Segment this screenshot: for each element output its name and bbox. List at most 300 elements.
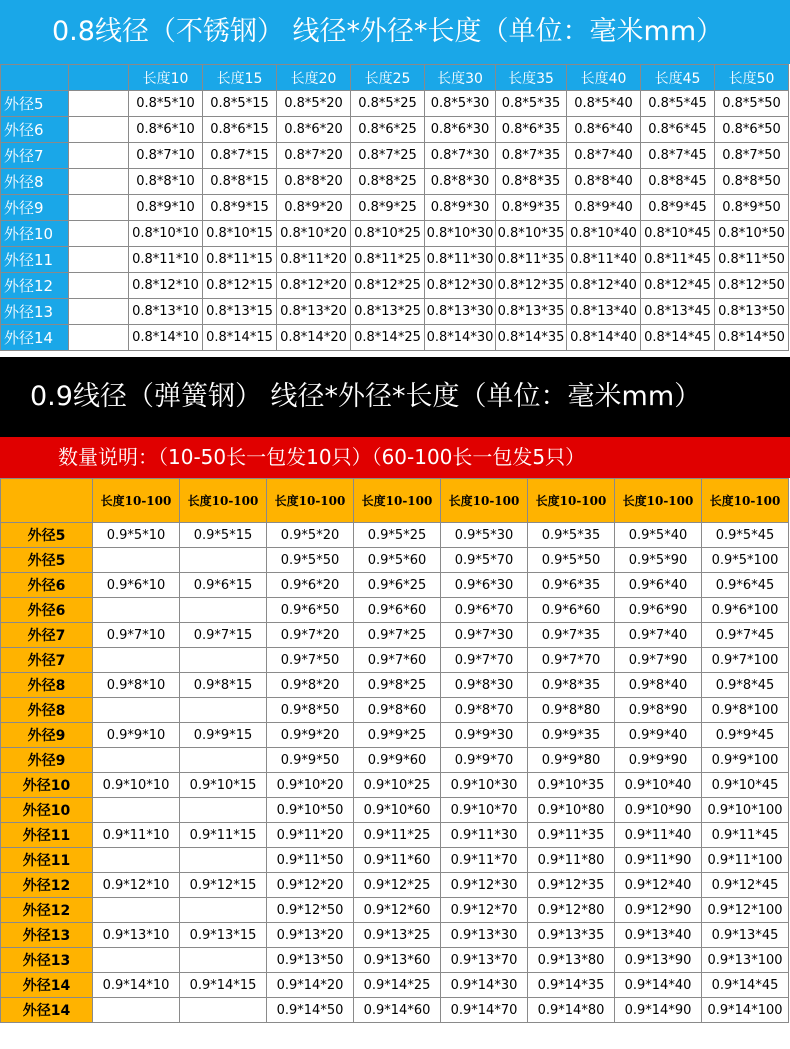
- size-cell: 0.8*12*40: [567, 273, 641, 299]
- size-cell: 0.8*7*40: [567, 143, 641, 169]
- size-cell: 0.9*7*50: [267, 648, 354, 673]
- size-cell: 0.9*14*45: [702, 973, 789, 998]
- size-cell: 0.8*12*25: [351, 273, 425, 299]
- size-cell: 0.8*6*10: [129, 117, 203, 143]
- size-cell: 0.8*14*20: [277, 325, 351, 351]
- table-row: [1, 117, 789, 143]
- size-cell: 0.9*8*15: [180, 673, 267, 698]
- size-cell: 0.8*7*15: [203, 143, 277, 169]
- size-cell: 0.9*9*40: [615, 723, 702, 748]
- size-cell: 0.9*14*10: [93, 973, 180, 998]
- size-cell: 0.8*12*10: [129, 273, 203, 299]
- size-cell: 0.9*14*60: [354, 998, 441, 1023]
- size-cell: 0.9*9*15: [180, 723, 267, 748]
- table-row: [1, 773, 789, 798]
- size-cell: 0.8*7*25: [351, 143, 425, 169]
- size-cell: 0.9*11*10: [93, 823, 180, 848]
- size-cell: 0.9*11*45: [702, 823, 789, 848]
- column-header: 长度10-100: [180, 479, 267, 523]
- column-header: 长度10-100: [441, 479, 528, 523]
- size-cell: 0.9*8*90: [615, 698, 702, 723]
- size-cell: 0.9*7*60: [354, 648, 441, 673]
- size-cell: 0.9*5*100: [702, 548, 789, 573]
- empty-cell: [69, 221, 129, 247]
- size-cell: 0.9*10*15: [180, 773, 267, 798]
- size-cell: 0.9*10*50: [267, 798, 354, 823]
- size-cell: 0.8*11*50: [715, 247, 789, 273]
- column-header: 长度10-100: [528, 479, 615, 523]
- size-cell: 0.8*7*20: [277, 143, 351, 169]
- size-cell: 0.9*5*50: [528, 548, 615, 573]
- size-cell: 0.9*7*100: [702, 648, 789, 673]
- column-header: 长度10-100: [615, 479, 702, 523]
- size-cell: 0.9*5*40: [615, 523, 702, 548]
- size-cell: 0.8*6*45: [641, 117, 715, 143]
- size-cell: 0.9*14*25: [354, 973, 441, 998]
- size-cell: 0.8*6*35: [496, 117, 567, 143]
- size-cell: 0.9*10*30: [441, 773, 528, 798]
- empty-cell: [69, 117, 129, 143]
- size-cell: 0.8*5*30: [425, 91, 496, 117]
- empty-cell: [69, 143, 129, 169]
- size-cell: 0.9*10*25: [354, 773, 441, 798]
- table-row: [1, 221, 789, 247]
- table-row: [1, 573, 789, 598]
- size-cell: 0.8*6*30: [425, 117, 496, 143]
- size-cell: 0.8*14*25: [351, 325, 425, 351]
- quantity-note: 数量说明：（10-50长一包发10只）（60-100长一包发5只）: [0, 437, 790, 478]
- size-cell: 0.9*14*35: [528, 973, 615, 998]
- size-cell: 0.9*7*40: [615, 623, 702, 648]
- table-row: [1, 169, 789, 195]
- size-cell: 0.9*8*35: [528, 673, 615, 698]
- size-cell: 0.8*12*20: [277, 273, 351, 299]
- size-cell: 0.9*10*45: [702, 773, 789, 798]
- size-cell: 0.9*12*50: [267, 898, 354, 923]
- size-cell: 0.8*7*35: [496, 143, 567, 169]
- size-cell: 0.9*10*90: [615, 798, 702, 823]
- size-cell: 0.9*6*40: [615, 573, 702, 598]
- table-row: [1, 998, 789, 1023]
- size-cell: 0.9*11*80: [528, 848, 615, 873]
- empty-cell: [69, 91, 129, 117]
- size-cell: 0.8*5*45: [641, 91, 715, 117]
- size-cell: 0.9*14*70: [441, 998, 528, 1023]
- size-cell: 0.9*9*20: [267, 723, 354, 748]
- size-cell: 0.9*6*30: [441, 573, 528, 598]
- size-cell: 0.8*13*15: [203, 299, 277, 325]
- size-cell: 0.9*13*100: [702, 948, 789, 973]
- row-label: 外径8: [1, 698, 93, 723]
- size-cell: 0.9*14*20: [267, 973, 354, 998]
- table-row: [1, 648, 789, 673]
- size-cell: [180, 698, 267, 723]
- size-cell: 0.8*9*10: [129, 195, 203, 221]
- size-cell: 0.8*5*10: [129, 91, 203, 117]
- size-cell: 0.9*5*30: [441, 523, 528, 548]
- row-label: 外径14: [1, 325, 69, 351]
- size-cell: 0.9*14*40: [615, 973, 702, 998]
- size-cell: [180, 598, 267, 623]
- size-cell: [93, 948, 180, 973]
- size-cell: 0.8*8*35: [496, 169, 567, 195]
- size-cell: 0.9*7*90: [615, 648, 702, 673]
- size-cell: 0.9*11*20: [267, 823, 354, 848]
- table-row: [1, 798, 789, 823]
- size-cell: 0.9*8*80: [528, 698, 615, 723]
- size-cell: 0.8*14*45: [641, 325, 715, 351]
- column-header: 长度35: [496, 65, 567, 91]
- size-cell: 0.9*11*90: [615, 848, 702, 873]
- size-cell: 0.9*5*35: [528, 523, 615, 548]
- size-cell: 0.8*9*20: [277, 195, 351, 221]
- column-header: 长度10-100: [702, 479, 789, 523]
- size-cell: [93, 698, 180, 723]
- size-cell: 0.9*12*40: [615, 873, 702, 898]
- size-cell: 0.9*5*60: [354, 548, 441, 573]
- size-cell: 0.8*14*50: [715, 325, 789, 351]
- column-header: 长度10-100: [93, 479, 180, 523]
- column-header: 长度10-100: [354, 479, 441, 523]
- size-cell: 0.9*5*70: [441, 548, 528, 573]
- size-cell: 0.8*9*30: [425, 195, 496, 221]
- size-cell: 0.9*9*70: [441, 748, 528, 773]
- size-cell: 0.9*10*40: [615, 773, 702, 798]
- size-cell: 0.8*10*15: [203, 221, 277, 247]
- row-label: 外径8: [1, 673, 93, 698]
- size-cell: 0.9*9*50: [267, 748, 354, 773]
- size-cell: 0.9*7*15: [180, 623, 267, 648]
- size-cell: 0.9*9*45: [702, 723, 789, 748]
- size-cell: 0.9*12*80: [528, 898, 615, 923]
- size-cell: 0.9*5*90: [615, 548, 702, 573]
- size-cell: 0.8*8*20: [277, 169, 351, 195]
- size-cell: 0.9*6*10: [93, 573, 180, 598]
- size-cell: 0.8*9*35: [496, 195, 567, 221]
- table-row: [1, 898, 789, 923]
- size-cell: 0.9*7*70: [441, 648, 528, 673]
- size-cell: 0.9*6*35: [528, 573, 615, 598]
- column-header: 长度45: [641, 65, 715, 91]
- size-cell: 0.9*14*15: [180, 973, 267, 998]
- table-header-row: [1, 65, 789, 91]
- row-label: 外径14: [1, 998, 93, 1023]
- size-cell: [180, 998, 267, 1023]
- row-label: 外径10: [1, 221, 69, 247]
- empty-cell: [69, 299, 129, 325]
- size-cell: [180, 848, 267, 873]
- table-row: [1, 623, 789, 648]
- table-header-row: [1, 479, 789, 523]
- size-cell: [180, 898, 267, 923]
- empty-cell: [69, 195, 129, 221]
- table-row: [1, 523, 789, 548]
- row-label: 外径6: [1, 117, 69, 143]
- column-header: 长度20: [277, 65, 351, 91]
- size-cell: 0.9*5*45: [702, 523, 789, 548]
- size-cell: 0.9*5*15: [180, 523, 267, 548]
- size-cell: 0.8*5*50: [715, 91, 789, 117]
- size-cell: 0.9*14*50: [267, 998, 354, 1023]
- row-label: 外径12: [1, 273, 69, 299]
- table-row: [1, 698, 789, 723]
- row-label: 外径11: [1, 848, 93, 873]
- size-cell: 0.8*5*40: [567, 91, 641, 117]
- size-cell: [93, 798, 180, 823]
- size-cell: 0.9*12*45: [702, 873, 789, 898]
- size-cell: 0.9*13*25: [354, 923, 441, 948]
- size-cell: 0.9*9*80: [528, 748, 615, 773]
- size-cell: 0.9*6*60: [354, 598, 441, 623]
- row-label: 外径6: [1, 598, 93, 623]
- size-cell: 0.9*8*50: [267, 698, 354, 723]
- size-cell: 0.8*10*20: [277, 221, 351, 247]
- size-cell: 0.8*8*40: [567, 169, 641, 195]
- size-cell: 0.9*12*25: [354, 873, 441, 898]
- table-row: [1, 723, 789, 748]
- size-cell: 0.8*13*50: [715, 299, 789, 325]
- empty-cell: [69, 247, 129, 273]
- size-cell: 0.9*12*10: [93, 873, 180, 898]
- size-cell: 0.8*8*10: [129, 169, 203, 195]
- size-cell: 0.9*11*60: [354, 848, 441, 873]
- size-cell: 0.8*5*25: [351, 91, 425, 117]
- size-cell: 0.9*10*70: [441, 798, 528, 823]
- table-row: [1, 923, 789, 948]
- row-label: 外径10: [1, 798, 93, 823]
- size-cell: 0.9*8*30: [441, 673, 528, 698]
- size-cell: 0.9*5*10: [93, 523, 180, 548]
- spring-steel-size-table: [0, 478, 789, 1023]
- row-label: 外径9: [1, 195, 69, 221]
- table-row: [1, 247, 789, 273]
- size-cell: 0.8*10*50: [715, 221, 789, 247]
- size-cell: 0.9*13*50: [267, 948, 354, 973]
- size-cell: 0.8*9*50: [715, 195, 789, 221]
- size-cell: 0.9*11*25: [354, 823, 441, 848]
- column-header: 长度50: [715, 65, 789, 91]
- size-cell: 0.9*14*80: [528, 998, 615, 1023]
- table-row: [1, 823, 789, 848]
- size-cell: 0.8*13*20: [277, 299, 351, 325]
- size-cell: 0.8*13*25: [351, 299, 425, 325]
- table-row: [1, 873, 789, 898]
- size-cell: [93, 898, 180, 923]
- size-cell: 0.9*7*20: [267, 623, 354, 648]
- size-cell: 0.8*7*50: [715, 143, 789, 169]
- size-cell: 0.9*5*25: [354, 523, 441, 548]
- size-cell: 0.9*13*30: [441, 923, 528, 948]
- size-cell: 0.8*12*35: [496, 273, 567, 299]
- stainless-size-table: [0, 64, 789, 351]
- size-cell: 0.8*7*30: [425, 143, 496, 169]
- size-cell: 0.8*9*40: [567, 195, 641, 221]
- size-cell: 0.9*6*50: [267, 598, 354, 623]
- section1-title: 0.8线径（不锈钢） 线径*外径*长度（单位：毫米mm）: [0, 0, 790, 64]
- size-cell: 0.9*10*20: [267, 773, 354, 798]
- table-row: [1, 91, 789, 117]
- column-header: 长度40: [567, 65, 641, 91]
- size-cell: 0.9*5*50: [267, 548, 354, 573]
- size-cell: 0.9*9*35: [528, 723, 615, 748]
- size-cell: 0.9*12*20: [267, 873, 354, 898]
- size-cell: 0.9*7*10: [93, 623, 180, 648]
- row-label: 外径9: [1, 748, 93, 773]
- size-cell: 0.9*9*30: [441, 723, 528, 748]
- size-cell: 0.8*7*45: [641, 143, 715, 169]
- size-cell: 0.9*12*30: [441, 873, 528, 898]
- header-empty-cell: [69, 65, 129, 91]
- size-cell: 0.9*9*90: [615, 748, 702, 773]
- size-cell: 0.9*8*70: [441, 698, 528, 723]
- size-cell: [180, 798, 267, 823]
- row-label: 外径5: [1, 91, 69, 117]
- row-label: 外径13: [1, 923, 93, 948]
- size-cell: 0.9*13*15: [180, 923, 267, 948]
- size-cell: 0.8*6*50: [715, 117, 789, 143]
- size-cell: 0.9*6*15: [180, 573, 267, 598]
- size-cell: 0.8*6*20: [277, 117, 351, 143]
- header-corner-cell: [1, 65, 69, 91]
- size-cell: 0.8*8*50: [715, 169, 789, 195]
- size-cell: 0.8*10*10: [129, 221, 203, 247]
- size-cell: 0.9*9*10: [93, 723, 180, 748]
- row-label: 外径10: [1, 773, 93, 798]
- size-cell: 0.8*6*25: [351, 117, 425, 143]
- table-row: [1, 143, 789, 169]
- size-cell: 0.9*12*90: [615, 898, 702, 923]
- size-cell: 0.8*10*25: [351, 221, 425, 247]
- size-cell: 0.9*14*30: [441, 973, 528, 998]
- size-cell: [93, 548, 180, 573]
- size-cell: 0.9*9*60: [354, 748, 441, 773]
- size-cell: 0.9*7*30: [441, 623, 528, 648]
- row-label: 外径12: [1, 873, 93, 898]
- size-cell: 0.9*5*20: [267, 523, 354, 548]
- size-cell: [180, 948, 267, 973]
- size-cell: 0.8*10*30: [425, 221, 496, 247]
- row-label: 外径5: [1, 548, 93, 573]
- size-cell: 0.9*12*15: [180, 873, 267, 898]
- size-cell: 0.8*12*30: [425, 273, 496, 299]
- size-cell: 0.8*8*30: [425, 169, 496, 195]
- size-cell: 0.8*5*20: [277, 91, 351, 117]
- table-row: [1, 273, 789, 299]
- size-cell: 0.9*8*40: [615, 673, 702, 698]
- size-cell: 0.8*8*45: [641, 169, 715, 195]
- size-cell: 0.9*10*10: [93, 773, 180, 798]
- size-cell: 0.8*13*10: [129, 299, 203, 325]
- size-cell: 0.9*8*100: [702, 698, 789, 723]
- row-label: 外径13: [1, 948, 93, 973]
- size-cell: 0.9*12*35: [528, 873, 615, 898]
- empty-cell: [69, 325, 129, 351]
- size-cell: 0.8*10*35: [496, 221, 567, 247]
- size-cell: 0.9*7*25: [354, 623, 441, 648]
- table-row: [1, 948, 789, 973]
- size-cell: 0.9*7*35: [528, 623, 615, 648]
- size-cell: 0.8*13*40: [567, 299, 641, 325]
- size-cell: 0.8*11*35: [496, 247, 567, 273]
- empty-cell: [69, 273, 129, 299]
- row-label: 外径5: [1, 523, 93, 548]
- size-cell: 0.9*6*20: [267, 573, 354, 598]
- size-cell: 0.9*11*50: [267, 848, 354, 873]
- size-cell: 0.9*12*70: [441, 898, 528, 923]
- size-cell: 0.9*8*45: [702, 673, 789, 698]
- column-header: 长度30: [425, 65, 496, 91]
- size-cell: 0.9*13*80: [528, 948, 615, 973]
- table-row: [1, 299, 789, 325]
- size-cell: 0.9*10*80: [528, 798, 615, 823]
- table-row: [1, 325, 789, 351]
- column-header: 长度15: [203, 65, 277, 91]
- size-cell: 0.9*8*25: [354, 673, 441, 698]
- size-cell: 0.9*10*100: [702, 798, 789, 823]
- size-cell: 0.9*13*90: [615, 948, 702, 973]
- size-cell: 0.9*10*35: [528, 773, 615, 798]
- size-cell: 0.9*12*60: [354, 898, 441, 923]
- size-cell: 0.8*8*15: [203, 169, 277, 195]
- size-cell: 0.9*11*40: [615, 823, 702, 848]
- size-cell: 0.9*13*40: [615, 923, 702, 948]
- size-cell: [93, 598, 180, 623]
- size-cell: [180, 748, 267, 773]
- size-cell: 0.8*11*45: [641, 247, 715, 273]
- size-cell: 0.9*7*45: [702, 623, 789, 648]
- row-label: 外径13: [1, 299, 69, 325]
- empty-cell: [69, 169, 129, 195]
- row-label: 外径9: [1, 723, 93, 748]
- size-cell: 0.8*10*45: [641, 221, 715, 247]
- size-cell: 0.9*9*100: [702, 748, 789, 773]
- row-label: 外径12: [1, 898, 93, 923]
- size-cell: 0.8*6*40: [567, 117, 641, 143]
- size-cell: 0.8*11*15: [203, 247, 277, 273]
- size-cell: 0.9*8*60: [354, 698, 441, 723]
- size-cell: 0.8*13*45: [641, 299, 715, 325]
- row-label: 外径14: [1, 973, 93, 998]
- size-cell: 0.9*13*35: [528, 923, 615, 948]
- table-row: [1, 195, 789, 221]
- size-cell: 0.8*12*50: [715, 273, 789, 299]
- size-cell: 0.8*13*35: [496, 299, 567, 325]
- size-cell: 0.9*6*60: [528, 598, 615, 623]
- section2-title: 0.9线径（弹簧钢） 线径*外径*长度（单位：毫米mm）: [0, 357, 790, 437]
- size-cell: 0.8*9*15: [203, 195, 277, 221]
- size-cell: 0.8*11*25: [351, 247, 425, 273]
- size-cell: 0.8*14*10: [129, 325, 203, 351]
- size-cell: 0.9*11*35: [528, 823, 615, 848]
- table-row: [1, 548, 789, 573]
- size-cell: [180, 648, 267, 673]
- size-cell: 0.8*12*45: [641, 273, 715, 299]
- size-cell: 0.9*9*25: [354, 723, 441, 748]
- size-cell: 0.8*11*10: [129, 247, 203, 273]
- size-cell: 0.9*6*90: [615, 598, 702, 623]
- table-row: [1, 748, 789, 773]
- size-cell: [93, 748, 180, 773]
- column-header: 长度10-100: [267, 479, 354, 523]
- table-row: [1, 673, 789, 698]
- size-cell: 0.8*14*35: [496, 325, 567, 351]
- table-row: [1, 973, 789, 998]
- size-cell: 0.9*11*15: [180, 823, 267, 848]
- size-cell: 0.9*11*70: [441, 848, 528, 873]
- size-cell: 0.8*11*40: [567, 247, 641, 273]
- size-cell: 0.9*6*25: [354, 573, 441, 598]
- size-cell: 0.8*6*15: [203, 117, 277, 143]
